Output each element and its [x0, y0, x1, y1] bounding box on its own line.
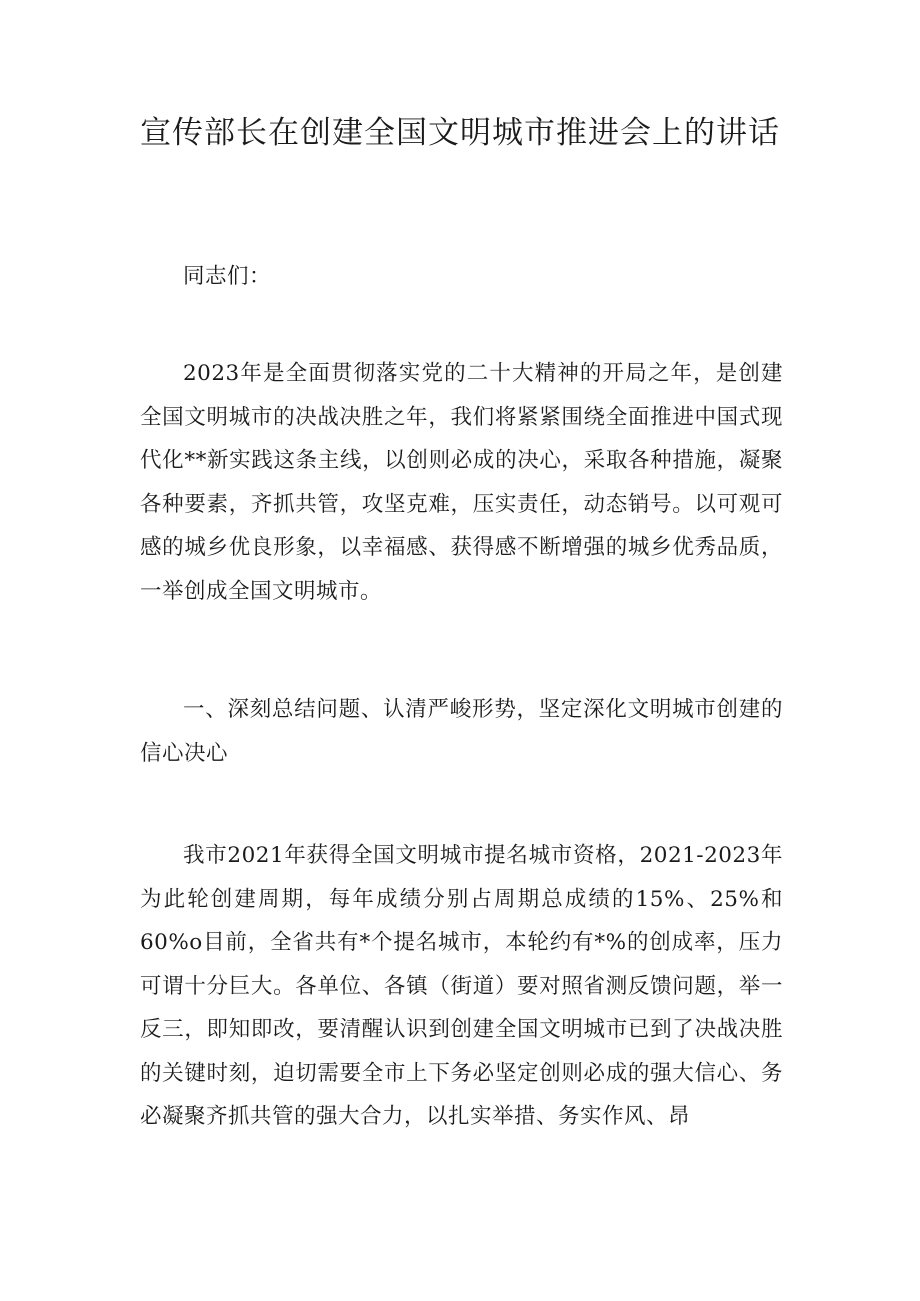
greeting: 同志们： — [183, 264, 272, 289]
paragraph-intro: 2023年是全面贯彻落实党的二十大精神的开局之年，是创建全国文明城市的决战决胜之年，我们将紧紧围绕全面推进中国式现代化**新实践这条主线，以创则必成的决心，采取各种措施，凝聚各种要素，齐抓共管，攻坚克难，压实责任，动态销号。以可观可感的城乡优良形象，以幸福感、获得感不断增强的城乡优秀品质，一举创成全国文明城市。 — [140, 361, 783, 604]
section-heading-1: 一、深刻总结问题、认清严峻形势，坚定深化文明城市创建的信心决心 — [140, 697, 783, 766]
document-title: 宣传部长在创建全国文明城市推进会上的讲话 — [140, 115, 780, 151]
paragraph-section-1: 我市2021年获得全国文明城市提名城市资格，2021-2023年为此轮创建周期，每年成绩分别占周期总成绩的15%、25%和60%o目前，全省共有*个提名城市，本轮约有*%的创成率，压力可谓十分巨大。各单位、各镇（街道）要对照省测反馈问题，举一反三，即知即改，要清醒认识到创建全国文明城市已到了决战决胜的关键时刻，迫切需要全市上下务必坚定创则必成的强大信心、务必凝聚齐抓共管的强大合力，以扎实举措、务实作风、昂 — [140, 843, 783, 1129]
